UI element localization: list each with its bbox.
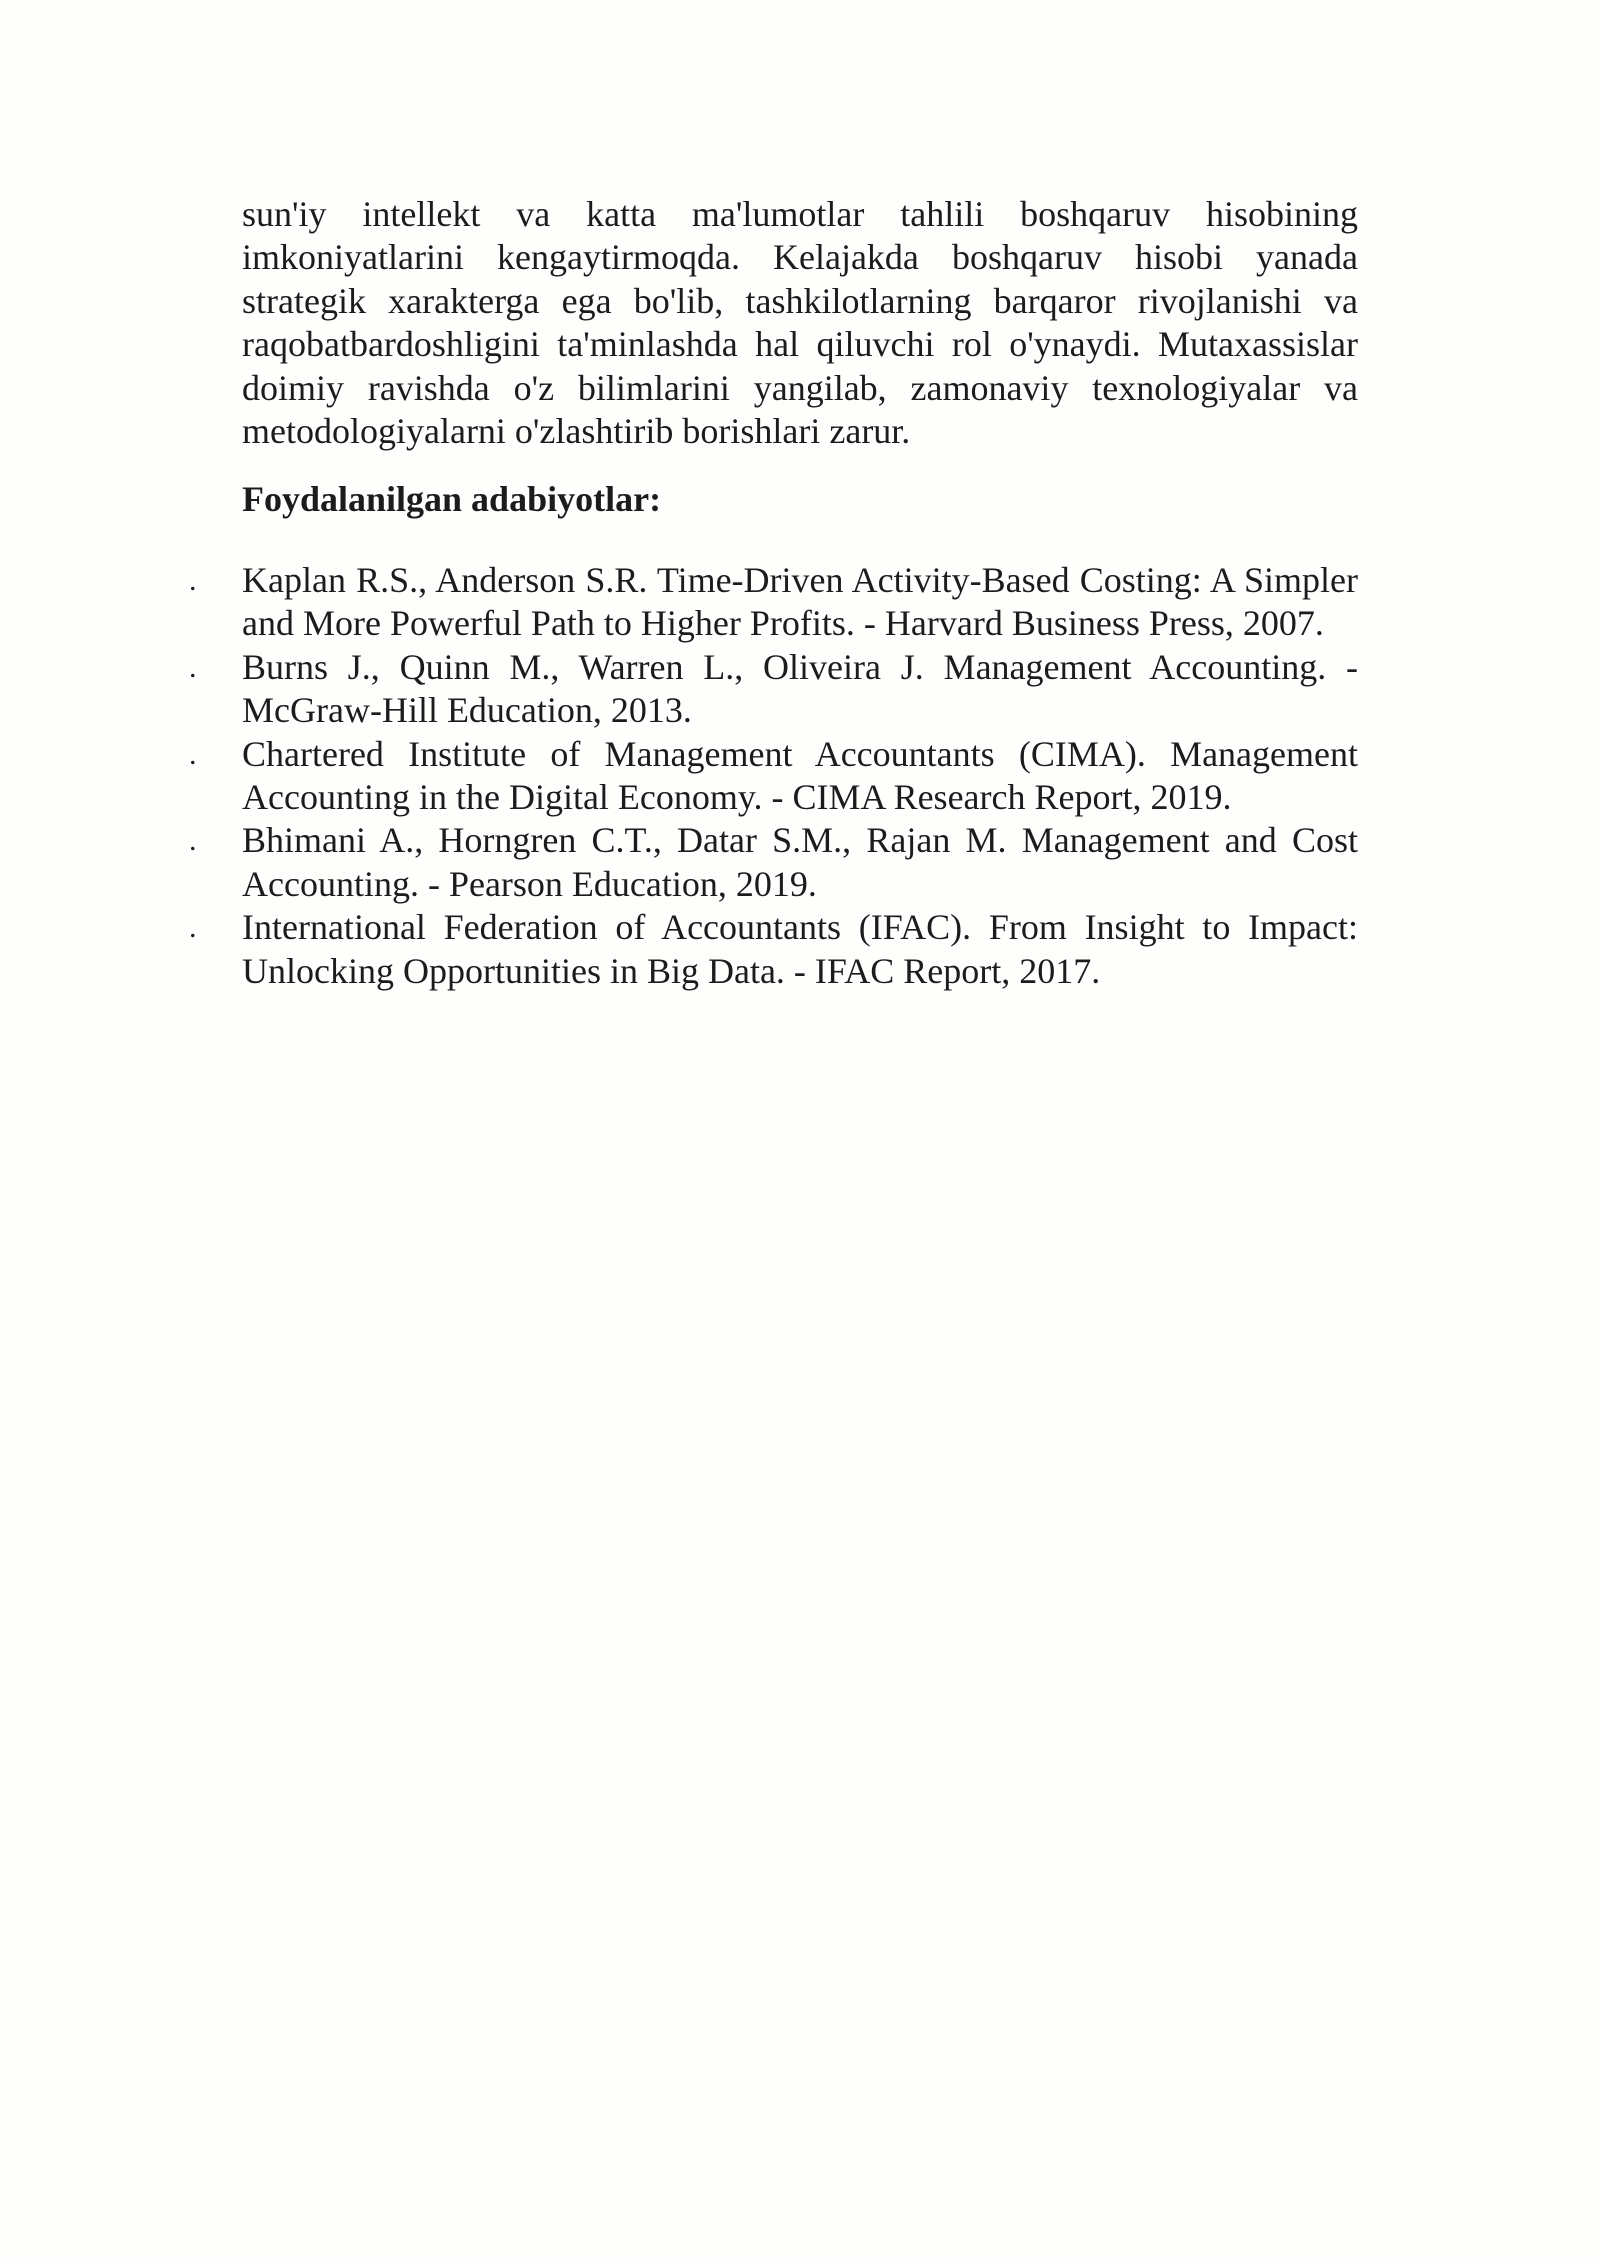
references-list xyxy=(0,559,1600,993)
reference-marker: . xyxy=(189,911,197,945)
reference-text: Bhimani A., Horngren C.T., Datar S.M., Rajan M. Management and Cost Accounting. - Pearson Education, 2019. xyxy=(242,820,1358,904)
reference-item xyxy=(0,733,1600,820)
reference-item xyxy=(0,559,1600,646)
reference-text: Chartered Institute of Management Accountants (CIMA). Management Accounting in the Digital Economy. - CIMA Research Report, 2019. xyxy=(242,733,1358,818)
reference-item xyxy=(0,819,1600,906)
reference-marker: . xyxy=(189,650,197,684)
reference-item xyxy=(0,646,1600,733)
reference-item xyxy=(0,906,1600,993)
reference-marker: . xyxy=(189,564,197,597)
body-paragraph: sun'iy intellekt va katta ma'lumotlar tahlili boshqaruv hisobining imkoniyatlarini kengaytirmoqda. Kelajakda boshqaruv hisobi yanada strategik xarakterga ega bo'lib, tashkilotlarning barqaror rivojlanishi va raqobatbardoshligini ta'minlashda hal qiluvchi rol o'ynaydi. Mutaxassislar doimiy ravishda o'z bilimlarini yangilab, zamonaviy texnologiyalar va metodologiyalarni o'zlashtirib borishlari zarur. xyxy=(242,194,1358,452)
reference-text: International Federation of Accountants (IFAC). From Insight to Impact: Unlocking Opportunities in Big Data. - IFAC Report, 2017. xyxy=(242,907,1358,991)
reference-text: Burns J., Quinn M., Warren L., Oliveira J. Management Accounting. - McGraw-Hill Education, 2013. xyxy=(242,646,1358,731)
references-heading: Foydalanilgan adabiyotlar: xyxy=(242,479,662,519)
reference-marker: . xyxy=(189,737,197,771)
reference-marker: . xyxy=(189,824,197,858)
reference-text: Kaplan R.S., Anderson S.R. Time-Driven Activity-Based Costing: A Simpler and More Powerful Path to Higher Profits. - Harvard Business Press, 2007. xyxy=(242,560,1358,644)
